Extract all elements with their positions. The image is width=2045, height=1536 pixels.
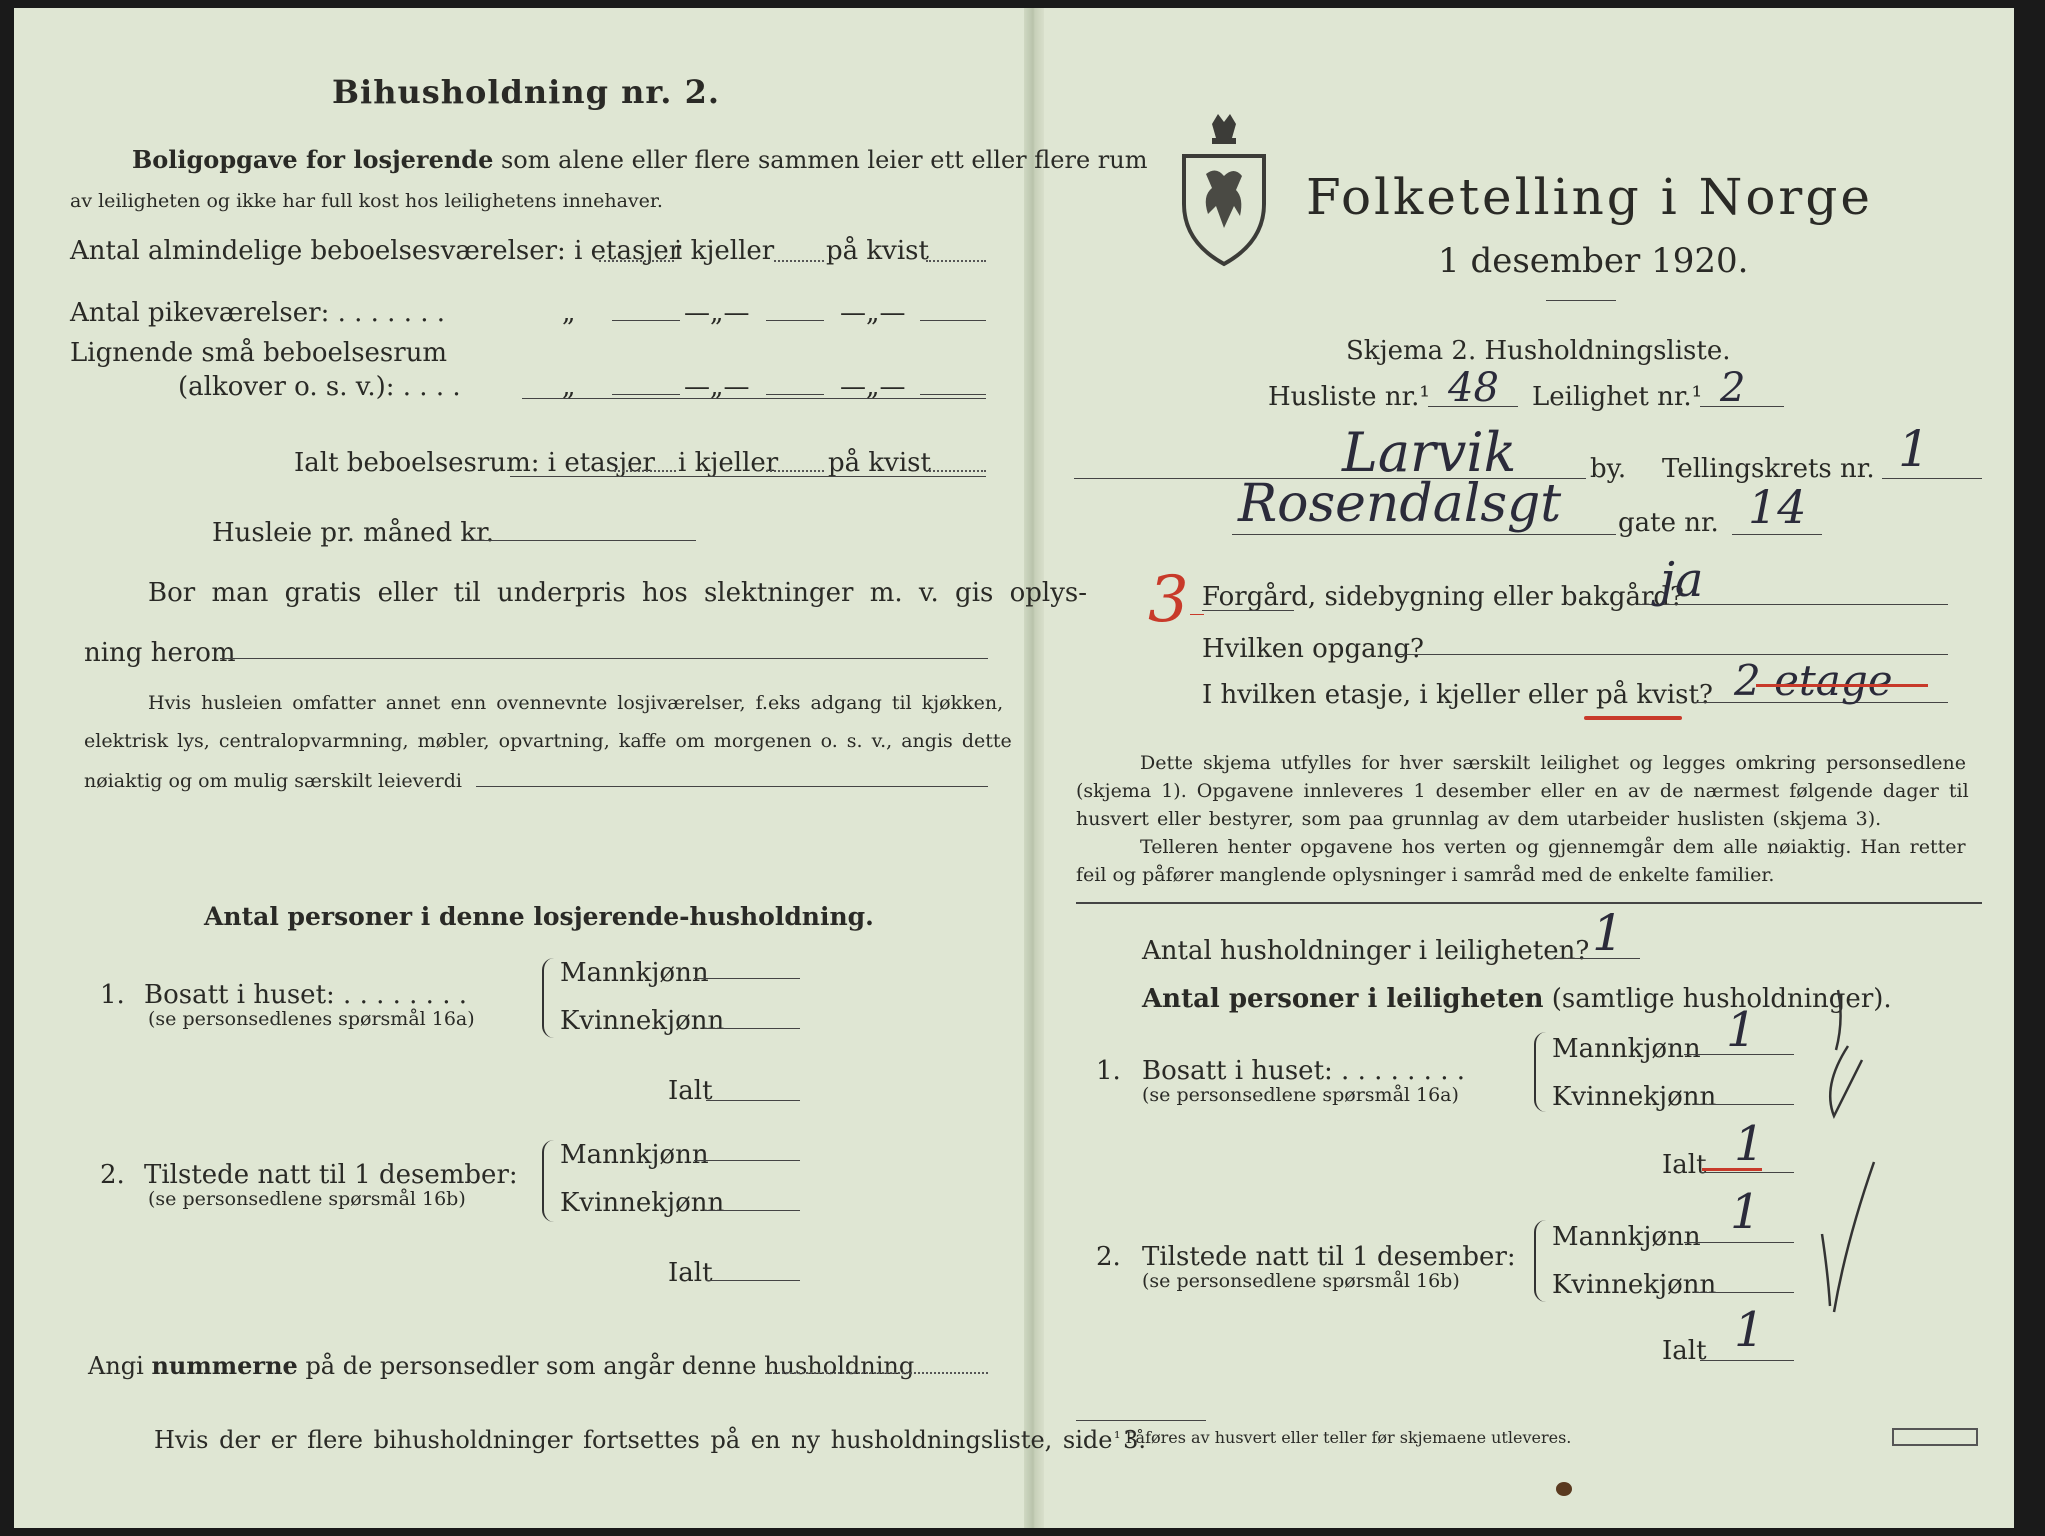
r-q2-mann-value: 1	[1730, 1184, 1761, 1240]
field-ialt-kvist[interactable]	[926, 470, 986, 472]
info-line-2: (skjema 1). Opgavene innleveres 1 desember eller en av de nærmest følgende dager til	[1076, 780, 1969, 802]
lignende-underline	[522, 398, 986, 399]
opgang-label: Hvilken opgang?	[1202, 634, 1424, 664]
leilighet-value: 2	[1720, 365, 1746, 411]
r-q1-ialt-label: Ialt	[1662, 1150, 1707, 1180]
husliste-label: Husliste nr.¹	[1268, 382, 1430, 412]
r-q2-number: 2.	[1096, 1242, 1121, 1272]
row-lignende-label-2: (alkover o. s. v.): . . . .	[178, 372, 461, 402]
r-q1-mann-value: 1	[1726, 1002, 1757, 1058]
field-leieverdi[interactable]	[476, 786, 988, 787]
etasje-label: I hvilken etasje, i kjeller eller på kvist?	[1202, 680, 1713, 710]
etasje-value: 2 etage	[1734, 656, 1893, 705]
antal-hush-value: 1	[1592, 904, 1624, 962]
row-lignende-label-1: Lignende små beboelsesrum	[70, 338, 448, 368]
kvist-red-underline	[1584, 716, 1682, 720]
antal-pers-line	[1142, 986, 1892, 1012]
opgang-field[interactable]	[1398, 654, 1948, 655]
ditto-mark: „	[562, 372, 576, 402]
r-q2-kvinne-field[interactable]	[1694, 1292, 1794, 1293]
tellingskrets-label: Tellingskrets nr.	[1662, 454, 1875, 484]
q2-sub: (se personsedlene spørsmål 16b)	[148, 1188, 466, 1210]
ditto-mark: „	[562, 298, 576, 328]
forgard-value: ja	[1660, 552, 1704, 608]
field-ialt-etasjer[interactable]	[614, 470, 676, 472]
r-q2-brace	[1534, 1220, 1546, 1302]
red-mark-tail	[1190, 614, 1204, 615]
r-q1-label: Bosatt i huset: . . . . . . . .	[1142, 1056, 1466, 1086]
r-q1-number: 1.	[1096, 1056, 1121, 1086]
info-rule	[1076, 902, 1982, 904]
antal-pers-bold: Antal personer i leiligheten	[1142, 984, 1544, 1014]
r-q2-ialt-field[interactable]	[1700, 1360, 1794, 1361]
info-line-1: Dette skjema utfylles for hver særskilt leilighet og legges omkring personsedlene	[1140, 752, 1966, 774]
ialt-underline	[510, 476, 986, 477]
r-q2-ialt-label: Ialt	[1662, 1336, 1707, 1366]
r-q1-ialt-value: 1	[1734, 1116, 1765, 1172]
ditto-dash: —„—	[840, 298, 906, 328]
antal-hush-label: Antal husholdninger i leiligheten?	[1142, 936, 1590, 966]
gate-nr-value: 14	[1748, 480, 1807, 534]
field-pike-kvist[interactable]	[920, 320, 986, 321]
field-lign-etasjer[interactable]	[612, 394, 680, 395]
field-kjeller[interactable]	[774, 260, 824, 262]
q1-number: 1.	[100, 980, 125, 1010]
q2-mann-field[interactable]	[694, 1160, 800, 1161]
left-title: Bihusholdning nr. 2.	[332, 73, 720, 111]
page-fold	[1024, 8, 1044, 1528]
field-pike-kjeller[interactable]	[766, 320, 824, 321]
label-paa-kvist: på kvist	[826, 236, 929, 266]
q2-kvinne-field[interactable]	[704, 1210, 800, 1211]
angi-pre: Angi	[88, 1352, 144, 1380]
q2-brace	[542, 1140, 554, 1222]
q1-mann-label: Mannkjønn	[560, 958, 709, 988]
census-form-sheet	[14, 8, 2014, 1528]
field-pike-etasjer[interactable]	[612, 320, 680, 321]
r-q1-mann-label: Mannkjønn	[1552, 1034, 1701, 1064]
husleie-label: Husleie pr. måned kr.	[212, 518, 494, 548]
title-rule	[1546, 300, 1616, 301]
red-mark: 3	[1148, 563, 1189, 637]
footnote: ¹ Påføres av husvert eller teller før skjemaene utleveres.	[1114, 1428, 1572, 1447]
q2-mann-label: Mannkjønn	[560, 1140, 709, 1170]
by-label: by.	[1590, 454, 1627, 484]
etasje-red-strike	[1756, 684, 1928, 687]
q2-ialt-field[interactable]	[706, 1280, 800, 1281]
r-q2-sub: (se personsedlene spørsmål 16b)	[1142, 1270, 1460, 1292]
row-ialt-label: Ialt beboelsesrum: i etasjer	[294, 448, 655, 478]
tellingskrets-value: 1	[1898, 420, 1930, 478]
bor-line-1: Bor man gratis eller til underpris hos slektninger m. v. gis oplys-	[148, 578, 1088, 608]
label-i-kjeller: i kjeller	[678, 448, 779, 478]
antal-personer-heading: Antal personer i denne losjerende-husholdning.	[204, 902, 874, 931]
tellingskrets-field[interactable]	[1882, 478, 1982, 479]
r-q1-kvinne-label: Kvinnekjønn	[1552, 1082, 1717, 1112]
q1-mann-field[interactable]	[694, 978, 800, 979]
leilighet-label: Leilighet nr.¹	[1532, 382, 1703, 412]
r-q1-kvinne-field[interactable]	[1694, 1104, 1794, 1105]
field-kvist[interactable]	[926, 260, 986, 262]
q2-ialt-label: Ialt	[668, 1258, 713, 1288]
q2-label: Tilstede natt til 1 desember:	[144, 1160, 518, 1190]
hvis-line-1: Hvis husleien omfatter annet enn ovennevnte losjiværelser, f.eks adgang til kjøkken,	[148, 692, 1004, 714]
field-ialt-kjeller[interactable]	[766, 470, 824, 472]
intro-line-2: av leiligheten og ikke har full kost hos leilighetens innehaver.	[70, 190, 663, 212]
r-q2-kvinne-label: Kvinnekjønn	[1552, 1270, 1717, 1300]
row-pike-label: Antal pikeværelser: . . . . . . .	[70, 298, 446, 328]
q2-kvinne-label: Kvinnekjønn	[560, 1188, 725, 1218]
by-value: Larvik	[1342, 421, 1517, 484]
q1-kvinne-field[interactable]	[704, 1028, 800, 1029]
r-q2-label: Tilstede natt til 1 desember:	[1142, 1242, 1516, 1272]
bor-line-2: ning herom	[84, 638, 236, 668]
hvis-line-3: nøiaktig og om mulig særskilt leieverdi	[84, 770, 462, 792]
coat-of-arms-icon	[1174, 112, 1274, 272]
tally-marks-icon	[1808, 984, 1878, 1334]
r-q1-ialt-field[interactable]	[1700, 1172, 1794, 1173]
r-q2-ialt-value: 1	[1734, 1302, 1765, 1358]
field-husleie[interactable]	[466, 540, 696, 541]
q1-sub: (se personsedlenes spørsmål 16a)	[148, 1008, 475, 1030]
forgard-label: Forgård, sidebygning eller bakgård?	[1202, 582, 1684, 612]
r-q1-brace	[1534, 1032, 1546, 1112]
intro-bold: Boligopgave for losjerende	[132, 145, 494, 174]
skjema-label: Skjema 2. Husholdningsliste.	[1346, 336, 1731, 366]
intro-rest: som alene eller flere sammen leier ett eller flere rum	[500, 146, 1148, 174]
field-bor[interactable]	[220, 658, 988, 659]
q1-ialt-label: Ialt	[668, 1076, 713, 1106]
ditto-dash: —„—	[684, 372, 750, 402]
q2-number: 2.	[100, 1160, 125, 1190]
q1-label: Bosatt i huset: . . . . . . . .	[144, 980, 468, 1010]
antal-pers-rest: (samtlige husholdninger).	[1551, 984, 1892, 1014]
label-paa-kvist: på kvist	[828, 448, 931, 478]
forgard-underline	[1202, 610, 1294, 611]
r-q2-mann-field[interactable]	[1684, 1242, 1794, 1243]
info-line-5: feil og påfører manglende oplysninger i samråd med de enkelte familier.	[1076, 864, 1775, 886]
husliste-value: 48	[1448, 365, 1499, 411]
angi-bold: nummerne	[151, 1351, 298, 1380]
row-almindelige-label: Antal almindelige beboelsesværelser: i etasjer	[70, 236, 682, 266]
angi-rest: på de personsedler som angår denne husholdning	[305, 1352, 915, 1380]
gate-field[interactable]	[1232, 534, 1616, 535]
field-lign-kvist[interactable]	[920, 394, 986, 395]
ditto-dash: —„—	[840, 372, 906, 402]
label-i-kjeller: i kjeller	[674, 236, 775, 266]
intro-line-1	[132, 145, 1148, 174]
info-line-3: husvert eller bestyrer, som paa grunnlag av dem utarbeider huslisten (skjema 3).	[1076, 808, 1882, 830]
field-lign-kjeller[interactable]	[766, 394, 824, 395]
gate-value: Rosendalsgt	[1238, 474, 1562, 534]
r-q2-mann-label: Mannkjønn	[1552, 1222, 1701, 1252]
printer-stamp-icon	[1892, 1428, 1978, 1446]
census-date: 1 desember 1920.	[1438, 241, 1749, 281]
left-footer: Hvis der er flere bihusholdninger fortsettes på en ny husholdningsliste, side 3.	[154, 1426, 1147, 1454]
q1-brace	[542, 958, 554, 1038]
right-title: Folketelling i Norge	[1306, 168, 1873, 226]
field-etasjer[interactable]	[599, 260, 674, 262]
info-line-4: Telleren henter opgavene hos verten og gjennemgår dem alle nøiaktig. Han retter	[1140, 836, 1966, 858]
hvis-line-2: elektrisk lys, centralopvarmning, møbler, opvartning, kaffe om morgenen o. s. v., angis dette	[84, 730, 1012, 752]
ink-blot	[1556, 1482, 1572, 1496]
gate-nr-field[interactable]	[1732, 534, 1822, 535]
r-q1-sub: (se personsedlene spørsmål 16a)	[1142, 1084, 1459, 1106]
field-angi[interactable]	[766, 1372, 988, 1374]
q1-kvinne-label: Kvinnekjønn	[560, 1006, 725, 1036]
footnote-rule	[1076, 1420, 1206, 1421]
gate-label: gate nr.	[1618, 508, 1719, 538]
q1-ialt-field[interactable]	[706, 1100, 800, 1101]
angi-line	[88, 1351, 915, 1380]
ditto-dash: —„—	[684, 298, 750, 328]
